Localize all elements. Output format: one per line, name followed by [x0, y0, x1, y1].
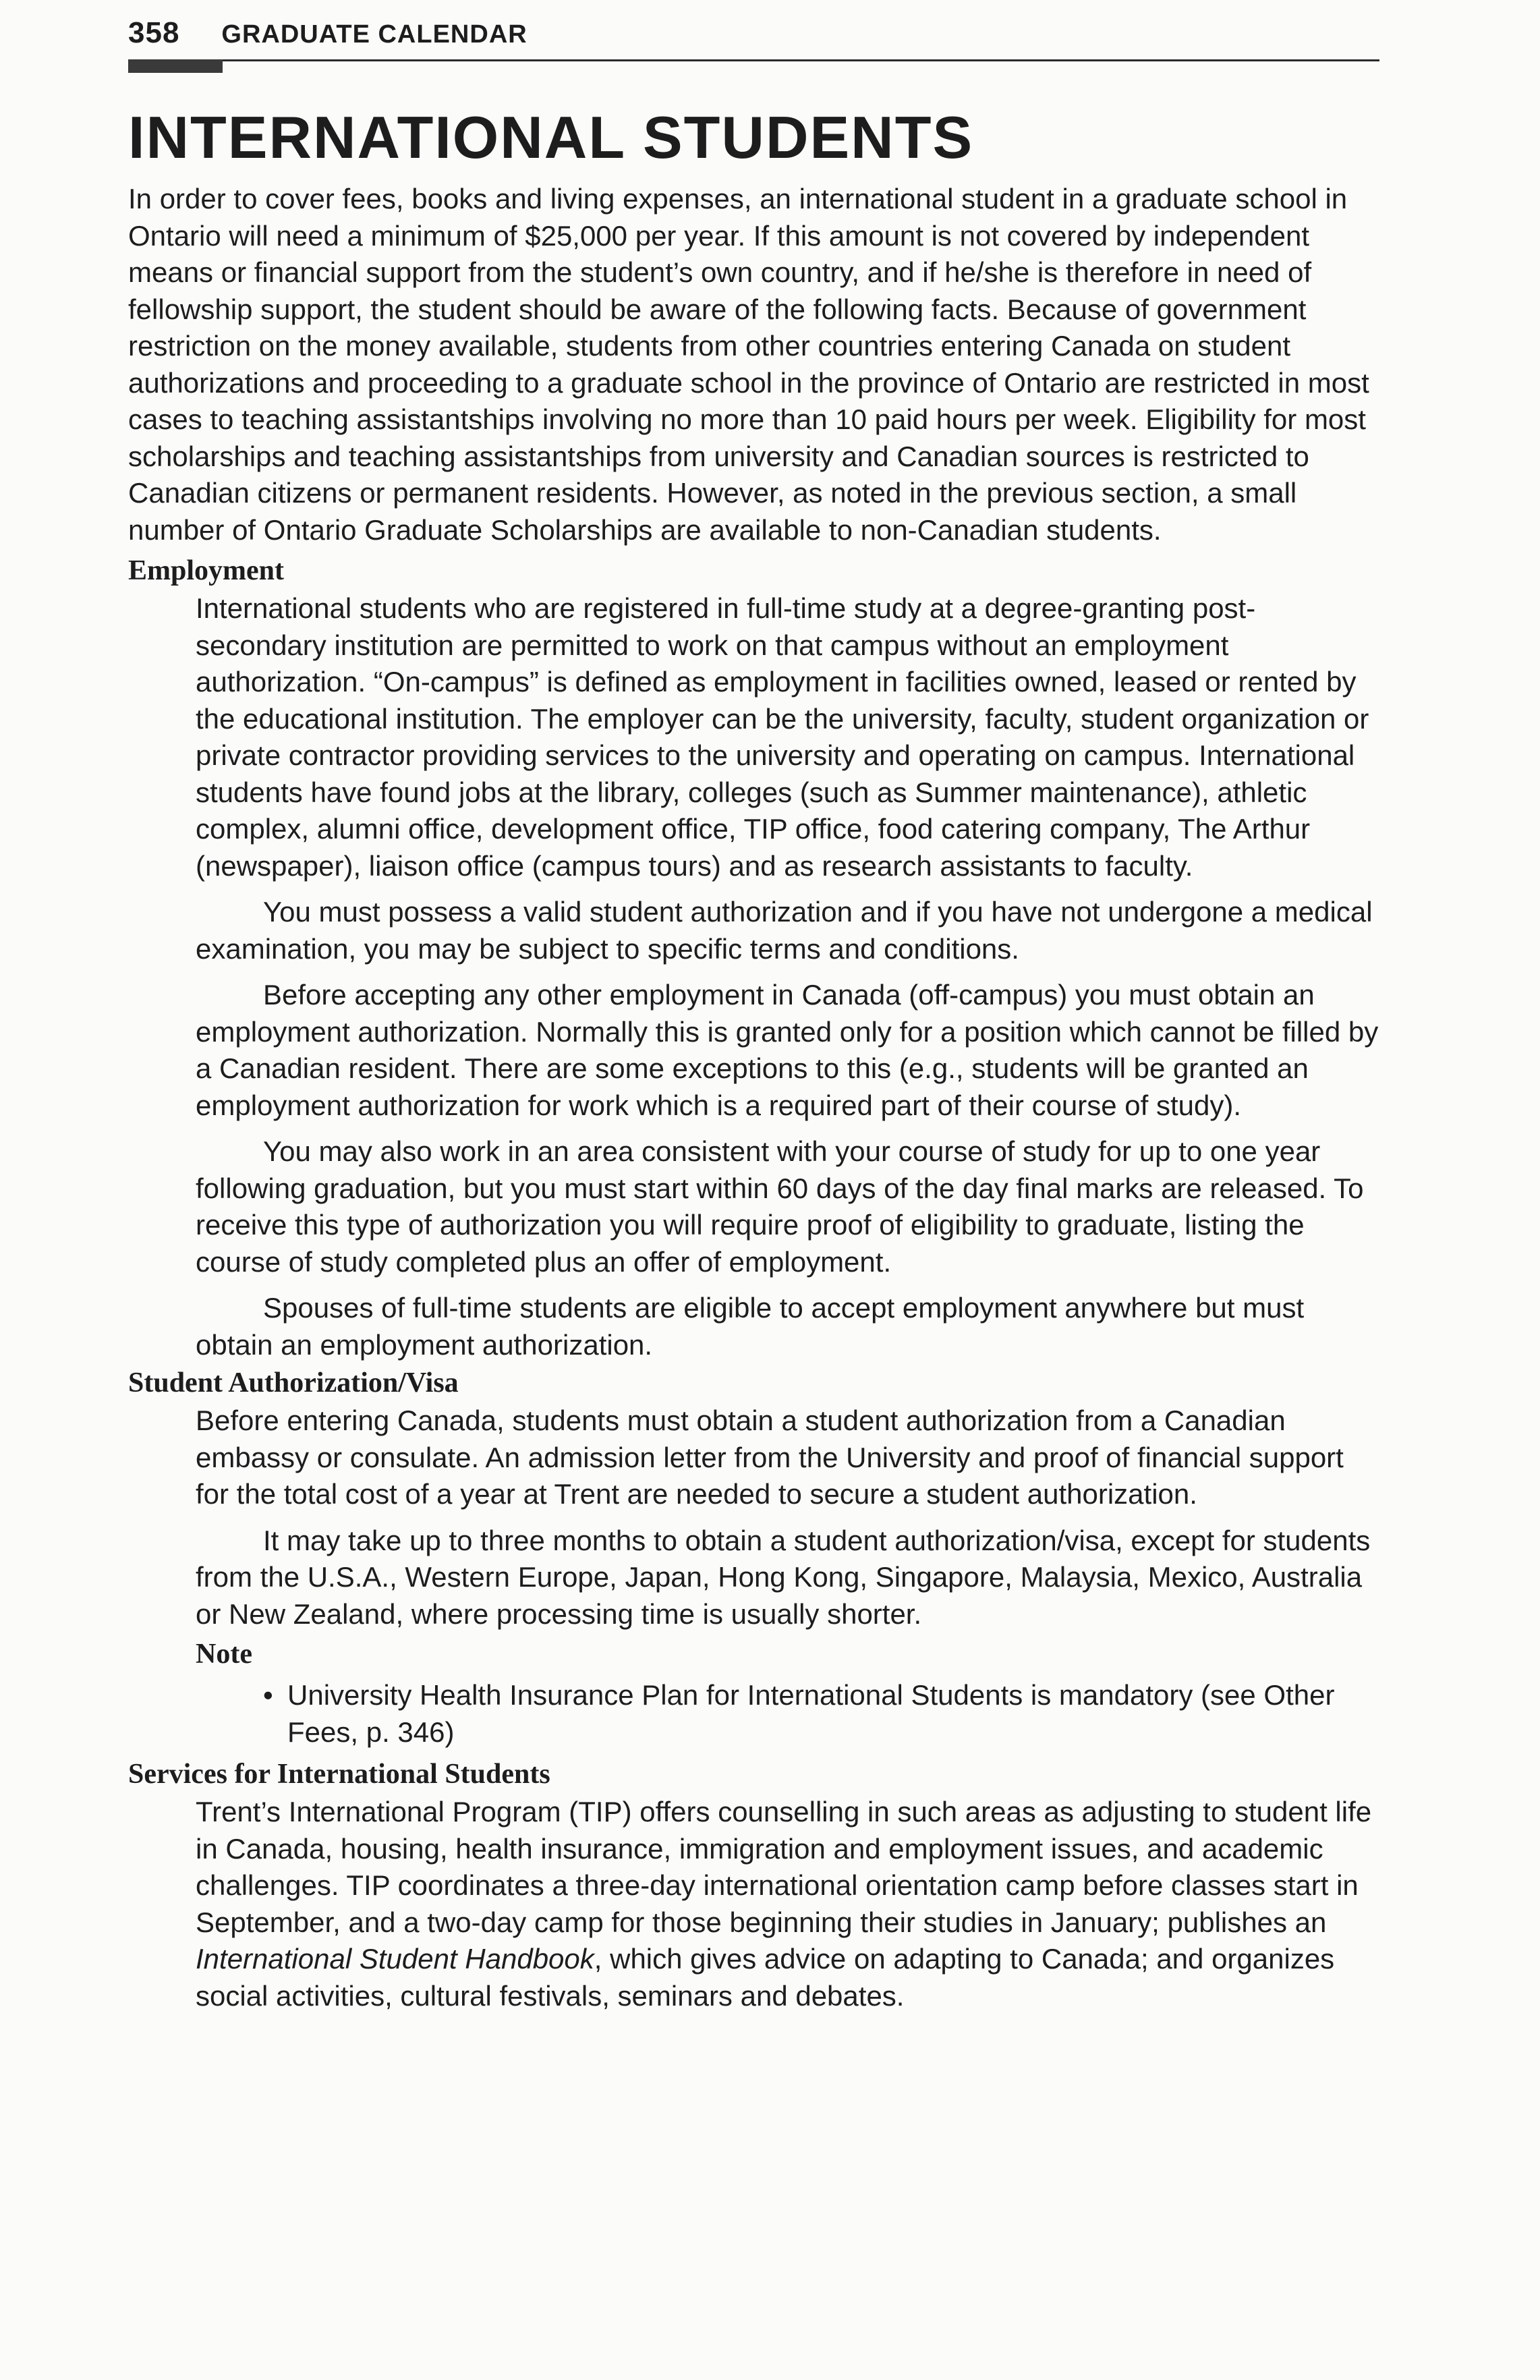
bullet-icon: • — [263, 1679, 273, 1711]
header-rule — [128, 59, 1379, 61]
visa-paragraph-2: It may take up to three months to obtain a student authorization/visa, except for students from the U.S.A., Western Europe, Japan, Hong Kong, Singapore, Malaysia, Mexico, Australia or New Zealand, where processing time is usually shorter. — [196, 1524, 1371, 1630]
list-item — [263, 1677, 1379, 1751]
employment-paragraph-5: Spouses of full-time students are eligible to accept employment anywhere but must obtain an employment authorization. — [196, 1292, 1305, 1361]
intro-paragraph: In order to cover fees, books and living expenses, an international student in a graduate school in Ontario will need a minimum of $25,000 per year. If this amount is not covered by independent means or financial support from the student’s own country, and if he/she is therefore in need of fellowship support, the student should be aware of the following facts. Because of government restriction on the money available, students from other countries entering Canada on student authorizations and proceeding to a graduate school in the province of Ontario are restricted in most cases to teaching assistantships involving no more than 10 paid hours per week. Eligibility for most scholarships and teaching assistantships from university and Canadian sources is restricted to Canadian citizens or permanent residents. However, as noted in the previous section, a small number of Ontario Graduate Scholarships are available to non-Canadian students. — [128, 183, 1369, 546]
services-paragraph — [196, 1794, 1379, 2014]
page-content — [128, 101, 1379, 2014]
employment-paragraph-2: You must possess a valid student authorization and if you have not undergone a medical examination, you may be subject to specific terms and conditions. — [196, 896, 1373, 965]
visa-section — [128, 1363, 1379, 1751]
employment-body — [128, 590, 1379, 1363]
services-text-end: , which gives advice on adapting to Canada; and organizes social activities, cultural festivals, seminars and debates. — [196, 1943, 1335, 2012]
note-heading: Note — [196, 1639, 252, 1670]
running-title: GRADUATE CALENDAR — [221, 20, 527, 49]
employment-section — [128, 551, 1379, 1363]
employment-paragraph-4: You may also work in an area consistent with your course of study for up to one year following graduation, but you must start within 60 days of the day final marks are released. To receive this type of authorization you will require proof of eligibility to graduate, listing the course of study completed plus an offer of employment. — [196, 1135, 1364, 1278]
employment-heading: Employment — [128, 555, 284, 586]
employment-paragraph-3: Before accepting any other employment in Canada (off-campus) you must obtain an employment authorization. Normally this is granted only for a position which cannot be filled by a Canadian resident. There are some exceptions to this (e.g., students will be granted an employment authorization for work which is a required part of their course of study). — [196, 979, 1379, 1121]
note-list — [196, 1677, 1379, 1751]
visa-body — [128, 1402, 1379, 1751]
visa-paragraph-1: Before entering Canada, students must obtain a student authorization from a Canadian embassy or consulate. An admission letter from the University and proof of financial support for the total cost of a year at Trent are needed to secure a student authorization. — [196, 1405, 1344, 1510]
header-rule-accent — [128, 59, 223, 73]
services-text-start: Trent’s International Program (TIP) offers counselling in such areas as adjusting to student life in Canada, housing, health insurance, immigration and employment issues, and academic challenges. TIP coordinates a three-day international orientation camp before classes start in September, and a two-day camp for those beginning their studies in January; publishes an — [196, 1796, 1372, 1938]
running-header — [128, 16, 527, 50]
services-body — [128, 1794, 1379, 2014]
services-section — [128, 1755, 1379, 2014]
page-title: INTERNATIONAL STUDENTS — [128, 104, 974, 171]
employment-paragraph-1: International students who are registered in full-time study at a degree-granting post-secondary institution are permitted to work on that campus without an employment authorization. “On-campus” is defined as employment in facilities owned, leased or rented by the educational institution. The employer can be the university, faculty, student organization or private contractor providing services to the university and operating on campus. International students have found jobs at the library, colleges (such as Summer maintenance), athletic complex, alumni office, development office, TIP office, food catering company, The Arthur (newspaper), liaison office (campus tours) and as research assistants to faculty. — [196, 592, 1369, 882]
services-heading: Services for International Students — [128, 1759, 550, 1790]
visa-heading: Student Authorization/Visa — [128, 1367, 459, 1398]
handbook-title: International Student Handbook — [196, 1943, 594, 1975]
page-number: 358 — [128, 16, 180, 49]
note-item-text: University Health Insurance Plan for International Students is mandatory (see Other Fees, p. 346) — [287, 1679, 1335, 1748]
